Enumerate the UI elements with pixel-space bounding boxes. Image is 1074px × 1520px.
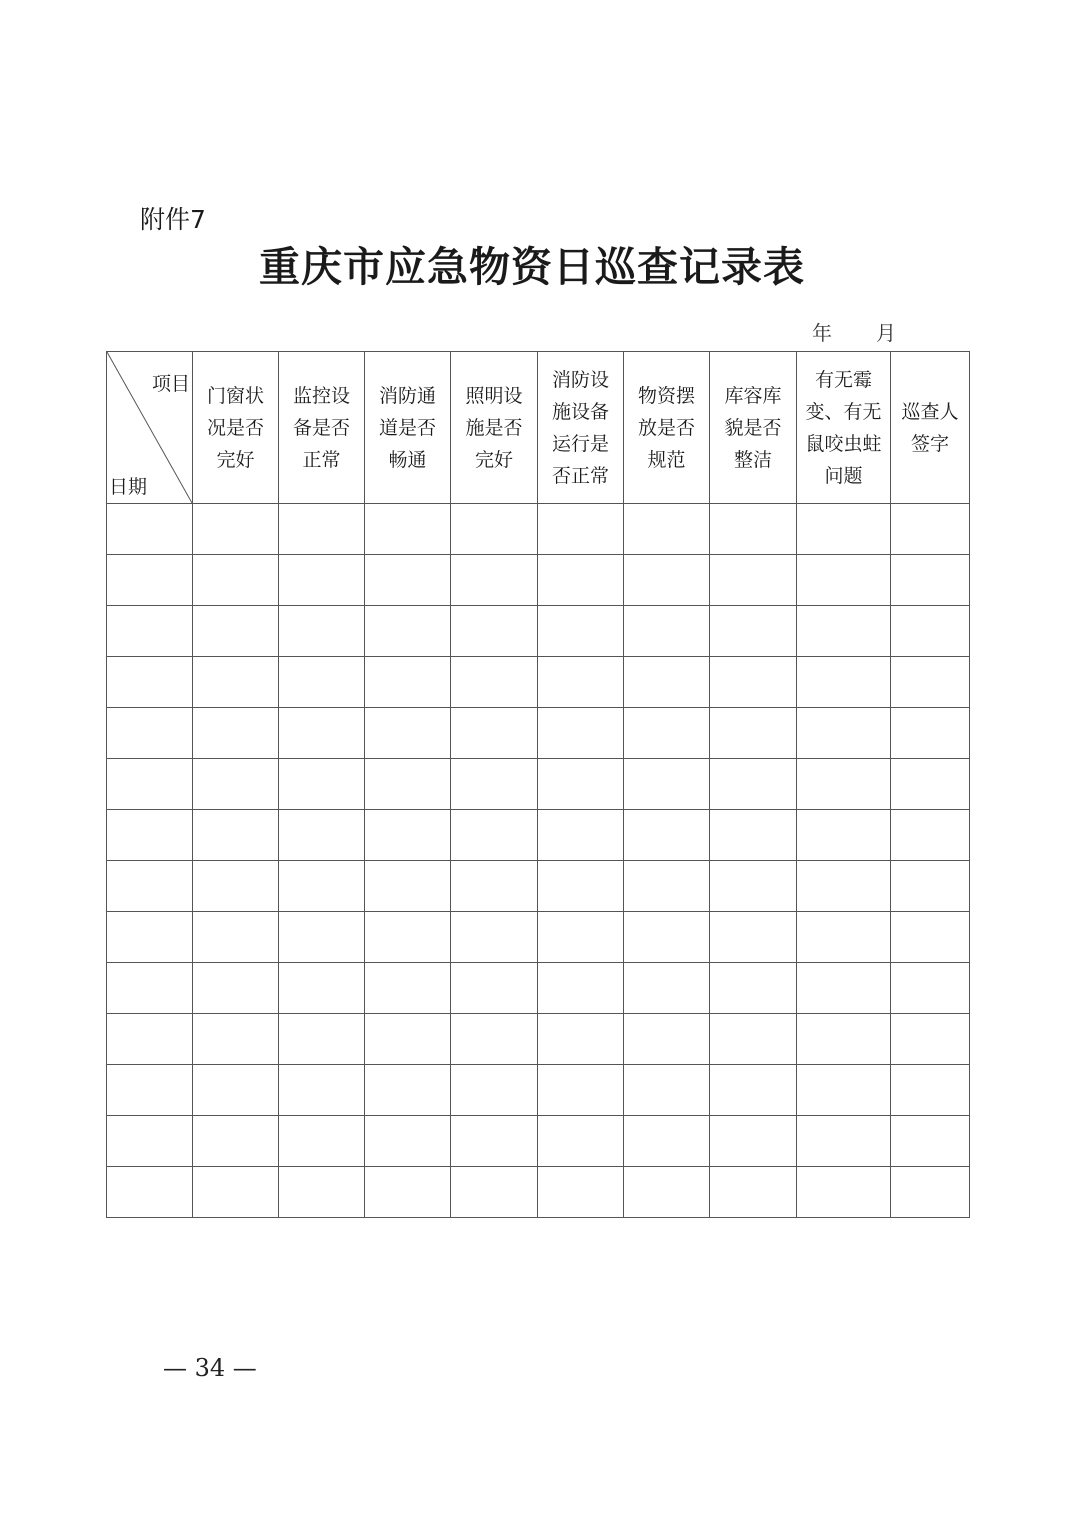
record-cell[interactable] [279,759,365,810]
date-cell[interactable] [107,555,193,606]
record-cell[interactable] [451,912,538,963]
record-cell[interactable] [451,1116,538,1167]
record-cell[interactable] [279,1116,365,1167]
record-cell[interactable] [538,606,624,657]
table-body [107,504,970,1218]
record-cell[interactable] [365,810,451,861]
record-cell[interactable] [797,1116,891,1167]
record-cell[interactable] [451,759,538,810]
record-cell[interactable] [538,810,624,861]
record-cell[interactable] [193,1014,279,1065]
table-row [107,912,970,963]
record-cell[interactable] [624,1116,710,1167]
table-row [107,708,970,759]
record-cell[interactable] [710,1167,797,1218]
record-cell[interactable] [891,912,970,963]
record-cell[interactable] [710,963,797,1014]
table-row [107,657,970,708]
record-cell[interactable] [891,606,970,657]
record-cell[interactable] [624,606,710,657]
record-cell[interactable] [891,708,970,759]
date-cell[interactable] [107,810,193,861]
record-cell[interactable] [538,1167,624,1218]
column-header: 巡查人签字 [891,352,970,504]
record-cell[interactable] [193,861,279,912]
column-header: 照明设施是否完好 [451,352,538,504]
record-cell[interactable] [891,861,970,912]
record-cell[interactable] [624,1065,710,1116]
record-cell[interactable] [797,657,891,708]
date-cell[interactable] [107,1167,193,1218]
page-number: — 34 — [163,1354,257,1382]
record-cell[interactable] [451,1014,538,1065]
record-cell[interactable] [365,606,451,657]
record-cell[interactable] [710,1116,797,1167]
record-cell[interactable] [710,861,797,912]
record-cell[interactable] [538,555,624,606]
record-cell[interactable] [797,606,891,657]
record-cell[interactable] [451,606,538,657]
date-cell[interactable] [107,1014,193,1065]
record-cell[interactable] [365,708,451,759]
record-cell[interactable] [451,657,538,708]
record-cell[interactable] [624,504,710,555]
record-cell[interactable] [365,504,451,555]
record-cell[interactable] [710,504,797,555]
record-cell[interactable] [279,912,365,963]
date-cell[interactable] [107,1065,193,1116]
record-cell[interactable] [365,861,451,912]
record-cell[interactable] [797,708,891,759]
record-cell[interactable] [365,963,451,1014]
record-cell[interactable] [365,657,451,708]
record-cell[interactable] [365,1116,451,1167]
corner-label-date: 日期 [109,476,148,498]
record-cell[interactable] [797,861,891,912]
record-cell[interactable] [279,1065,365,1116]
record-cell[interactable] [279,606,365,657]
record-cell[interactable] [365,912,451,963]
record-cell[interactable] [624,657,710,708]
record-cell[interactable] [624,708,710,759]
record-cell[interactable] [538,912,624,963]
table-row [107,1116,970,1167]
date-cell[interactable] [107,504,193,555]
record-cell[interactable] [365,555,451,606]
record-cell[interactable] [891,504,970,555]
record-cell[interactable] [193,555,279,606]
record-cell[interactable] [365,1065,451,1116]
record-cell[interactable] [193,810,279,861]
record-cell[interactable] [624,963,710,1014]
record-cell[interactable] [797,759,891,810]
record-cell[interactable] [710,657,797,708]
record-cell[interactable] [193,1065,279,1116]
record-cell[interactable] [279,708,365,759]
record-cell[interactable] [797,1167,891,1218]
table-row [107,1065,970,1116]
inspection-record-table [106,351,970,1218]
date-cell[interactable] [107,759,193,810]
record-cell[interactable] [193,708,279,759]
table-row [107,759,970,810]
record-cell[interactable] [624,1167,710,1218]
column-header: 库容库貌是否整洁 [710,352,797,504]
record-cell[interactable] [891,759,970,810]
date-cell[interactable] [107,861,193,912]
record-cell[interactable] [451,1167,538,1218]
record-cell[interactable] [891,963,970,1014]
record-cell[interactable] [538,504,624,555]
record-cell[interactable] [891,1167,970,1218]
record-cell[interactable] [451,963,538,1014]
record-cell[interactable] [624,912,710,963]
table-row [107,504,970,555]
record-cell[interactable] [279,1167,365,1218]
record-cell[interactable] [797,912,891,963]
record-cell[interactable] [891,657,970,708]
record-cell[interactable] [710,555,797,606]
record-cell[interactable] [624,1014,710,1065]
record-cell[interactable] [193,759,279,810]
record-cell[interactable] [451,861,538,912]
record-cell[interactable] [538,861,624,912]
record-cell[interactable] [538,963,624,1014]
record-cell[interactable] [624,861,710,912]
record-cell[interactable] [193,1167,279,1218]
attachment-label: 附件7 [140,205,206,234]
record-cell[interactable] [710,708,797,759]
record-cell[interactable] [624,810,710,861]
table-row [107,555,970,606]
record-cell[interactable] [538,1116,624,1167]
table-row [107,810,970,861]
header-row [107,352,970,504]
record-cell[interactable] [891,1065,970,1116]
record-cell[interactable] [797,963,891,1014]
record-cell[interactable] [891,1116,970,1167]
record-cell[interactable] [797,1065,891,1116]
record-cell[interactable] [797,555,891,606]
table-row [107,861,970,912]
table-row [107,1014,970,1065]
table-row [107,1167,970,1218]
record-cell[interactable] [279,810,365,861]
column-header: 消防设施设备运行是否正常 [538,352,624,504]
record-cell[interactable] [451,708,538,759]
record-cell[interactable] [451,555,538,606]
record-cell[interactable] [193,657,279,708]
record-cell[interactable] [891,555,970,606]
record-cell[interactable] [193,1116,279,1167]
record-cell[interactable] [538,657,624,708]
corner-header-cell [107,352,193,504]
date-cell[interactable] [107,657,193,708]
record-cell[interactable] [891,1014,970,1065]
record-cell[interactable] [797,810,891,861]
column-header: 监控设备是否正常 [279,352,365,504]
record-cell[interactable] [710,606,797,657]
year-label: 年 [812,321,832,345]
record-cell[interactable] [279,963,365,1014]
record-cell[interactable] [365,1167,451,1218]
column-header: 有无霉变、有无鼠咬虫蛀问题 [797,352,891,504]
record-cell[interactable] [710,810,797,861]
record-cell[interactable] [624,555,710,606]
record-cell[interactable] [365,759,451,810]
record-cell[interactable] [891,810,970,861]
column-header: 门窗状况是否完好 [193,352,279,504]
record-cell[interactable] [797,1014,891,1065]
record-cell[interactable] [538,1065,624,1116]
record-cell[interactable] [538,708,624,759]
record-cell[interactable] [451,504,538,555]
record-cell[interactable] [538,1014,624,1065]
record-cell[interactable] [624,759,710,810]
table-row [107,963,970,1014]
record-cell[interactable] [797,504,891,555]
record-cell[interactable] [451,1065,538,1116]
record-cell[interactable] [193,912,279,963]
record-cell[interactable] [451,810,538,861]
record-cell[interactable] [710,912,797,963]
record-cell[interactable] [193,963,279,1014]
corner-label-item: 项目 [151,373,190,395]
column-header: 消防通道是否畅通 [365,352,451,504]
table-row [107,606,970,657]
date-cell[interactable] [107,963,193,1014]
column-header: 物资摆放是否规范 [624,352,710,504]
record-cell[interactable] [710,1065,797,1116]
record-cell[interactable] [193,606,279,657]
date-cell[interactable] [107,708,193,759]
record-cell[interactable] [710,759,797,810]
record-cell[interactable] [279,504,365,555]
record-cell[interactable] [279,861,365,912]
date-cell[interactable] [107,606,193,657]
record-cell[interactable] [538,759,624,810]
record-cell[interactable] [279,657,365,708]
page-title: 重庆市应急物资日巡查记录表 [259,243,805,291]
record-cell[interactable] [193,504,279,555]
record-cell[interactable] [710,1014,797,1065]
record-cell[interactable] [365,1014,451,1065]
date-cell[interactable] [107,1116,193,1167]
month-label: 月 [876,321,896,345]
record-cell[interactable] [279,1014,365,1065]
record-cell[interactable] [279,555,365,606]
date-cell[interactable] [107,912,193,963]
